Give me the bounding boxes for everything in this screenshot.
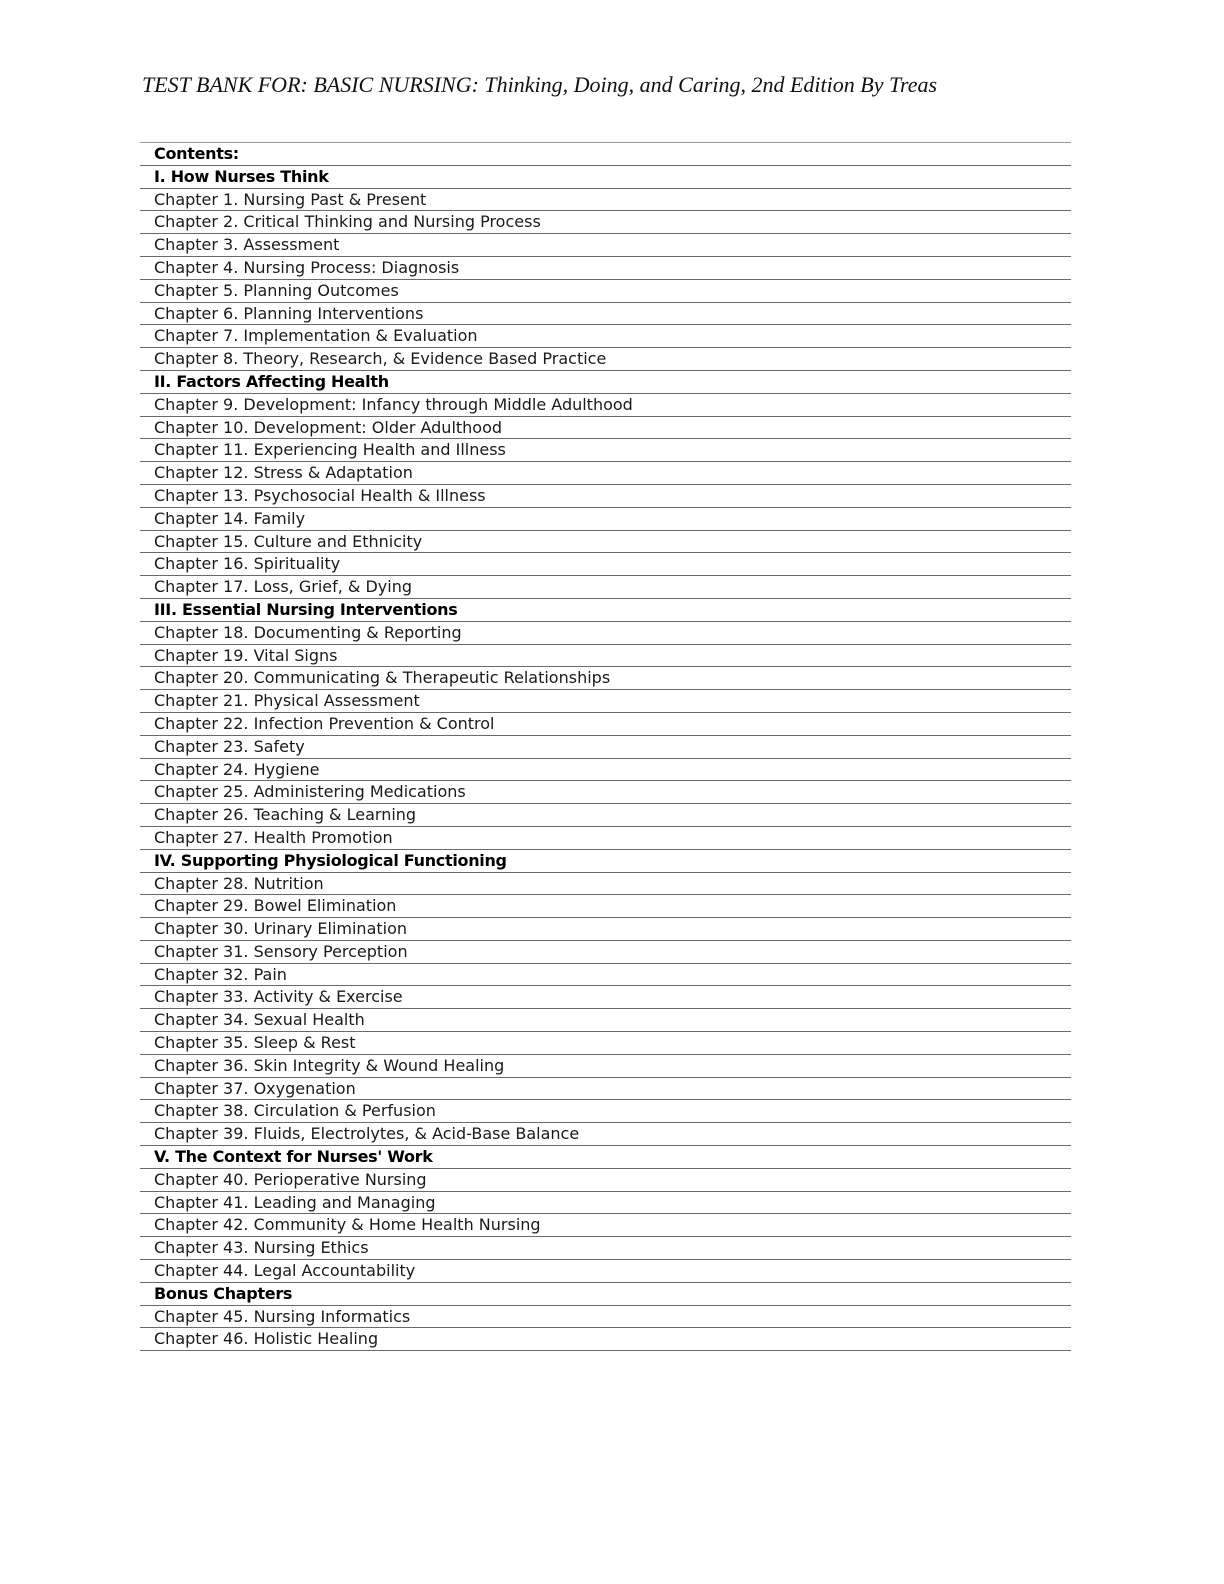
toc-chapter-row: Chapter 35. Sleep & Rest xyxy=(140,1032,1071,1055)
toc-chapter-row: Chapter 9. Development: Infancy through Middle Adulthood xyxy=(140,394,1071,417)
toc-chapter-row: Chapter 39. Fluids, Electrolytes, & Acid-Base Balance xyxy=(140,1123,1071,1146)
toc-chapter-row: Chapter 27. Health Promotion xyxy=(140,827,1071,850)
toc-section-heading: Contents: xyxy=(140,143,1071,166)
page-title: TEST BANK FOR: BASIC NURSING: Thinking, Doing, and Caring, 2nd Edition By Treas xyxy=(142,72,938,97)
toc-chapter-row: Chapter 1. Nursing Past & Present xyxy=(140,189,1071,212)
toc-chapter-row: Chapter 38. Circulation & Perfusion xyxy=(140,1100,1071,1123)
toc-section-heading: II. Factors Affecting Health xyxy=(140,371,1071,394)
toc-chapter-row: Chapter 28. Nutrition xyxy=(140,873,1071,896)
toc-chapter-row: Chapter 12. Stress & Adaptation xyxy=(140,462,1071,485)
toc-chapter-row: Chapter 37. Oxygenation xyxy=(140,1078,1071,1101)
toc-section-heading: I. How Nurses Think xyxy=(140,166,1071,189)
toc-section-heading: V. The Context for Nurses' Work xyxy=(140,1146,1071,1169)
toc-chapter-row: Chapter 17. Loss, Grief, & Dying xyxy=(140,576,1071,599)
toc-chapter-row: Chapter 33. Activity & Exercise xyxy=(140,986,1071,1009)
toc-chapter-row: Chapter 23. Safety xyxy=(140,736,1071,759)
toc-chapter-row: Chapter 15. Culture and Ethnicity xyxy=(140,531,1071,554)
toc-chapter-row: Chapter 25. Administering Medications xyxy=(140,781,1071,804)
toc-chapter-row: Chapter 2. Critical Thinking and Nursing Process xyxy=(140,211,1071,234)
toc-chapter-row: Chapter 4. Nursing Process: Diagnosis xyxy=(140,257,1071,280)
table-of-contents xyxy=(140,142,1071,1351)
toc-chapter-row: Chapter 8. Theory, Research, & Evidence Based Practice xyxy=(140,348,1071,371)
toc-chapter-row: Chapter 46. Holistic Healing xyxy=(140,1328,1071,1351)
toc-chapter-row: Chapter 32. Pain xyxy=(140,964,1071,987)
toc-chapter-row: Chapter 26. Teaching & Learning xyxy=(140,804,1071,827)
toc-chapter-row: Chapter 3. Assessment xyxy=(140,234,1071,257)
toc-section-heading: IV. Supporting Physiological Functioning xyxy=(140,850,1071,873)
toc-chapter-row: Chapter 13. Psychosocial Health & Illness xyxy=(140,485,1071,508)
toc-chapter-row: Chapter 36. Skin Integrity & Wound Healing xyxy=(140,1055,1071,1078)
toc-chapter-row: Chapter 10. Development: Older Adulthood xyxy=(140,417,1071,440)
toc-chapter-row: Chapter 21. Physical Assessment xyxy=(140,690,1071,713)
toc-chapter-row: Chapter 11. Experiencing Health and Illness xyxy=(140,439,1071,462)
toc-chapter-row: Chapter 29. Bowel Elimination xyxy=(140,895,1071,918)
toc-chapter-row: Chapter 42. Community & Home Health Nursing xyxy=(140,1214,1071,1237)
toc-chapter-row: Chapter 41. Leading and Managing xyxy=(140,1192,1071,1215)
toc-section-heading: III. Essential Nursing Interventions xyxy=(140,599,1071,622)
toc-chapter-row: Chapter 14. Family xyxy=(140,508,1071,531)
toc-chapter-row: Chapter 19. Vital Signs xyxy=(140,645,1071,668)
toc-chapter-row: Chapter 18. Documenting & Reporting xyxy=(140,622,1071,645)
toc-chapter-row: Chapter 24. Hygiene xyxy=(140,759,1071,782)
toc-chapter-row: Chapter 31. Sensory Perception xyxy=(140,941,1071,964)
toc-chapter-row: Chapter 22. Infection Prevention & Control xyxy=(140,713,1071,736)
toc-chapter-row: Chapter 43. Nursing Ethics xyxy=(140,1237,1071,1260)
toc-chapter-row: Chapter 20. Communicating & Therapeutic Relationships xyxy=(140,667,1071,690)
toc-chapter-row: Chapter 5. Planning Outcomes xyxy=(140,280,1071,303)
toc-chapter-row: Chapter 6. Planning Interventions xyxy=(140,303,1071,326)
toc-chapter-row: Chapter 40. Perioperative Nursing xyxy=(140,1169,1071,1192)
toc-chapter-row: Chapter 34. Sexual Health xyxy=(140,1009,1071,1032)
toc-chapter-row: Chapter 16. Spirituality xyxy=(140,553,1071,576)
toc-section-heading: Bonus Chapters xyxy=(140,1283,1071,1306)
toc-chapter-row: Chapter 44. Legal Accountability xyxy=(140,1260,1071,1283)
toc-chapter-row: Chapter 7. Implementation & Evaluation xyxy=(140,325,1071,348)
toc-chapter-row: Chapter 30. Urinary Elimination xyxy=(140,918,1071,941)
toc-chapter-row: Chapter 45. Nursing Informatics xyxy=(140,1306,1071,1329)
